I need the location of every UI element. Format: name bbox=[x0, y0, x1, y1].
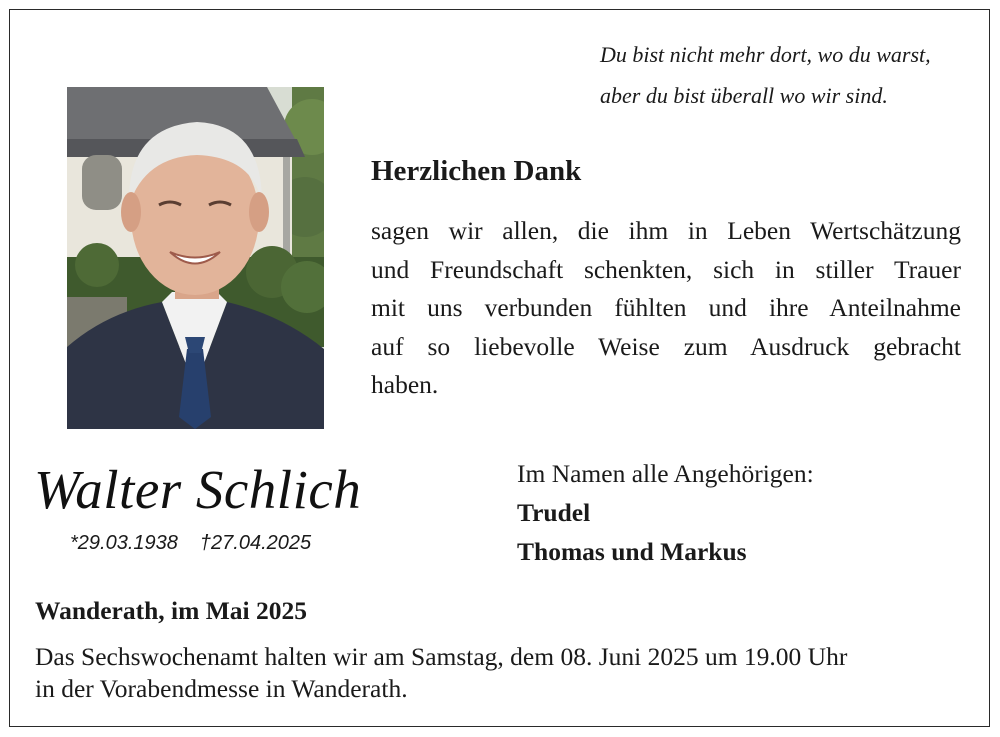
signature-name: Trudel bbox=[517, 498, 591, 527]
place-date: Wanderath, im Mai 2025 bbox=[35, 596, 307, 625]
signature-intro: Im Namen alle Angehörigen: bbox=[517, 459, 814, 488]
deceased-name: Walter Schlich bbox=[34, 459, 362, 520]
signature-name: Thomas und Markus bbox=[517, 537, 747, 566]
quote-line: Du bist nicht mehr dort, wo du warst, bbox=[600, 42, 931, 67]
signature-block bbox=[517, 454, 814, 571]
notice-line: Das Sechswochenamt halten wir am Samstag, dem 08. Juni 2025 um 19.00 Uhr bbox=[35, 642, 848, 671]
portrait-illustration bbox=[67, 87, 324, 429]
thanks-heading: Herzlichen Dank bbox=[371, 155, 582, 187]
mass-notice bbox=[35, 641, 965, 705]
text-line: auf so liebevolle Weise zum Ausdruck gebracht bbox=[371, 331, 961, 361]
text-line: sagen wir allen, die ihm in Leben Wertschätzung bbox=[371, 216, 961, 245]
portrait-photo bbox=[67, 87, 324, 429]
memorial-quote bbox=[600, 34, 980, 116]
life-dates bbox=[70, 532, 311, 555]
text-line: und Freundschaft schenkten, sich in stiller Trauer bbox=[371, 254, 961, 284]
quote-line: aber du bist überall wo wir sind. bbox=[600, 83, 888, 108]
notice-line: in der Vorabendmesse in Wanderath. bbox=[35, 674, 408, 703]
text-line: mit uns verbunden fühlten und ihre Anteilnahme bbox=[371, 293, 961, 322]
text-line: haben. bbox=[371, 370, 439, 399]
thanks-text bbox=[371, 212, 961, 405]
death-date: †27.04.2025 bbox=[199, 532, 312, 554]
birth-date: *29.03.1938 bbox=[70, 532, 178, 554]
